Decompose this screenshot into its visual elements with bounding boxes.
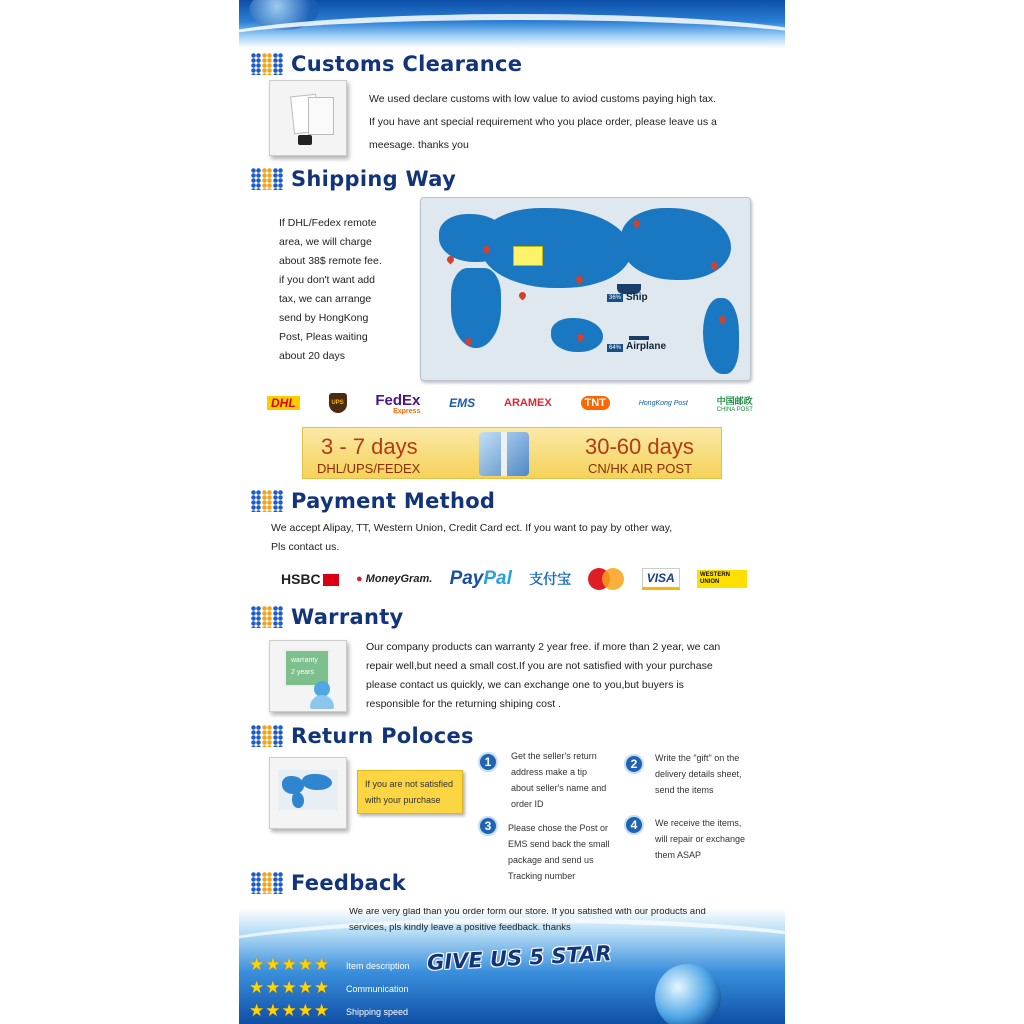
star-icon: ★	[281, 1001, 297, 1020]
warranty-line: responsible for the returning shiping cost .	[366, 698, 561, 710]
note-line: If you are not satisfied	[365, 779, 454, 789]
fedex-logo	[375, 392, 420, 415]
person-body-icon	[310, 695, 334, 709]
aramex-logo: ARAMEX	[504, 397, 552, 409]
ship-percent: 36%	[609, 295, 622, 301]
map-land	[282, 776, 304, 794]
step-3-text	[508, 820, 610, 884]
warranty-line: please contact us quickly, we can exchange one to you,but buyers is	[366, 679, 684, 691]
step-4-text	[655, 815, 745, 863]
rating-label: Communication	[346, 984, 409, 994]
fedex-sub: Express	[393, 407, 421, 415]
section-title-payment	[251, 489, 495, 513]
arrow-bullet-icon	[251, 872, 283, 894]
air-percent: 64%	[609, 345, 622, 351]
warranty-image	[269, 640, 347, 712]
fast-delivery-carriers: DHL/UPS/FEDEX	[317, 461, 421, 476]
warranty-text	[366, 638, 720, 714]
dhl-logo: DHL	[267, 396, 300, 410]
rating-stars-shipping-speed	[249, 1002, 329, 1019]
section-title-customs	[251, 52, 522, 76]
globe-icon	[655, 964, 721, 1024]
step-line: EMS send back the small	[508, 839, 610, 849]
warranty-line: repair well,but need a small cost.If you are not satisfied with your purchase	[366, 660, 713, 672]
map-note-icon	[513, 246, 543, 266]
star-icon: ★	[297, 978, 313, 997]
star-icon: ★	[249, 1001, 265, 1020]
arrow-bullet-icon	[251, 606, 283, 628]
step-line: about seller's name and	[511, 783, 607, 793]
returns-world-image	[269, 757, 347, 829]
section-title-warranty	[251, 605, 404, 629]
china-post-cn: 中国邮政	[716, 395, 753, 406]
ship-label: Ship	[626, 292, 648, 303]
paypal-logo	[450, 568, 512, 590]
step-line: package and send us	[508, 855, 594, 865]
world-shipping-map	[420, 197, 751, 381]
map-land-africa	[451, 268, 501, 348]
map-land	[302, 774, 332, 790]
rating-label: Item description	[346, 961, 410, 971]
fast-delivery-range: 3 - 7 days	[321, 434, 418, 459]
shipping-line: tax, we can arrange	[279, 293, 372, 305]
board-line: warranty	[291, 657, 318, 664]
shipping-line: about 20 days	[279, 350, 345, 362]
customs-documents-image	[269, 80, 347, 156]
shipping-line: if you don't want add	[279, 274, 375, 286]
returns-note	[357, 770, 463, 814]
section-title-shipping	[251, 167, 456, 191]
star-icon: ★	[314, 955, 330, 974]
step-line: We receive the items,	[655, 818, 742, 828]
step-2-badge: 2	[624, 754, 644, 774]
feedback-line: services, pls kindly leave a positive feedback. thanks	[349, 922, 571, 933]
china-post-logo	[717, 394, 753, 413]
hsbc-name: HSBC	[281, 571, 321, 587]
returns-title: Return Poloces	[291, 724, 474, 748]
paypal-part-a: Pay	[449, 568, 484, 589]
airplane-icon	[629, 336, 649, 340]
payment-text	[271, 519, 672, 557]
tnt-logo: TNT	[581, 396, 610, 410]
shipping-text	[279, 214, 403, 366]
star-icon: ★	[314, 1001, 330, 1020]
note-line: with your purchase	[365, 795, 441, 805]
payment-line: Pls contact us.	[271, 541, 340, 553]
ems-logo: EMS	[449, 396, 476, 410]
rating-label: Shipping speed	[346, 1007, 409, 1017]
moneygram-logo	[356, 573, 432, 585]
moneygram-name: MoneyGram.	[365, 573, 433, 585]
shipping-line: Post, Pleas waiting	[279, 331, 368, 343]
moneygram-icon: ●	[355, 573, 363, 585]
document-icon	[308, 97, 334, 135]
map-land	[292, 792, 304, 808]
customs-title: Customs Clearance	[291, 52, 523, 76]
china-post-en: CHINA POST	[716, 406, 753, 413]
step-line: Please chose the Post or	[508, 823, 609, 833]
fedex-name: FedEx	[375, 391, 421, 409]
map-pin-icon	[518, 291, 528, 301]
star-icon: ★	[265, 955, 281, 974]
slow-delivery-range: 30-60 days	[585, 434, 694, 459]
give-five-star-slogan: GIVE US 5 STAR	[426, 941, 613, 975]
hongkong-post-logo: HongKong Post	[638, 399, 688, 407]
paypal-part-b: Pal	[483, 568, 512, 589]
step-line: Write the "gift" on the	[655, 753, 740, 763]
star-icon: ★	[297, 955, 313, 974]
mastercard-logo	[588, 568, 624, 590]
warranty-line: Our company products can warranty 2 year free. if more than 2 year, we can	[366, 641, 721, 653]
board-line: 2 years	[291, 669, 314, 676]
step-line: delivery details sheet,	[655, 769, 742, 779]
star-icon: ★	[265, 978, 281, 997]
map-land-asia	[481, 208, 631, 288]
slow-delivery-carriers: CN/HK AIR POST	[588, 461, 693, 476]
step-line: them ASAP	[655, 850, 702, 860]
arrow-bullet-icon	[251, 168, 283, 190]
customs-line: If you have ant special requirement who you place order, please leave us a	[369, 116, 717, 128]
step-line: Tracking number	[508, 871, 576, 881]
shipping-line: area, we will charge	[279, 236, 372, 248]
shipping-title: Shipping Way	[291, 167, 457, 191]
arrow-bullet-icon	[251, 490, 283, 512]
feedback-title: Feedback	[291, 871, 407, 895]
feedback-line: We are very glad than you order form our store. If you satisfied with our products and	[349, 908, 706, 917]
delivery-time-banner	[302, 427, 722, 479]
rating-stars-communication	[249, 979, 329, 996]
payment-line: We accept Alipay, TT, Western Union, Credit Card ect. If you want to pay by other way,	[271, 522, 673, 534]
courier-logo-strip	[267, 390, 753, 416]
map-land-south-america	[703, 298, 739, 374]
section-title-returns	[251, 724, 474, 748]
star-icon: ★	[281, 955, 297, 974]
feedback-text	[349, 908, 706, 936]
step-3-badge: 3	[478, 816, 498, 836]
customs-line: We used declare customs with low value to aviod customs paying high tax.	[369, 93, 717, 105]
step-1-badge: 1	[478, 752, 498, 772]
step-line: address make a tip	[511, 767, 588, 777]
star-icon: ★	[249, 955, 265, 974]
arrow-bullet-icon	[251, 725, 283, 747]
mini-world-map	[278, 770, 338, 810]
shipping-line: send by HongKong	[279, 312, 369, 324]
hsbc-logo	[281, 571, 339, 587]
store-policy-page	[239, 0, 785, 1024]
feedback-banner	[239, 908, 785, 1024]
payment-logo-strip	[281, 564, 747, 594]
western-union-logo: WESTERN UNION	[697, 570, 747, 588]
step-4-badge: 4	[624, 815, 644, 835]
step-line: Get the seller's return	[511, 751, 597, 761]
customs-line: meesage. thanks you	[369, 139, 469, 151]
step-2-text	[655, 750, 742, 798]
star-icon: ★	[265, 1001, 281, 1020]
airplane-label: Airplane	[626, 341, 667, 352]
arrow-bullet-icon	[251, 53, 283, 75]
shipping-line: If DHL/Fedex remote	[279, 217, 377, 229]
star-icon: ★	[281, 978, 297, 997]
step-line: send the items	[655, 785, 714, 795]
alipay-logo: 支付宝	[529, 571, 572, 587]
visa-logo: VISA	[642, 568, 680, 590]
step-line: will repair or exchange	[655, 834, 746, 844]
customs-text	[369, 88, 717, 157]
section-title-feedback	[251, 871, 406, 895]
step-line: order ID	[511, 799, 544, 809]
ups-logo: UPS	[329, 393, 347, 413]
top-banner	[239, 0, 785, 48]
star-icon: ★	[314, 978, 330, 997]
star-icon: ★	[249, 978, 265, 997]
rating-stars-item-description	[249, 956, 329, 973]
payment-title: Payment Method	[291, 489, 496, 513]
gift-box-icon	[479, 432, 529, 476]
step-1-text	[511, 748, 606, 812]
warranty-title: Warranty	[291, 605, 404, 629]
stamp-icon	[298, 135, 312, 145]
hsbc-hexagon-icon	[323, 574, 339, 586]
shipping-line: about 38$ remote fee.	[279, 255, 382, 267]
star-icon: ★	[297, 1001, 313, 1020]
